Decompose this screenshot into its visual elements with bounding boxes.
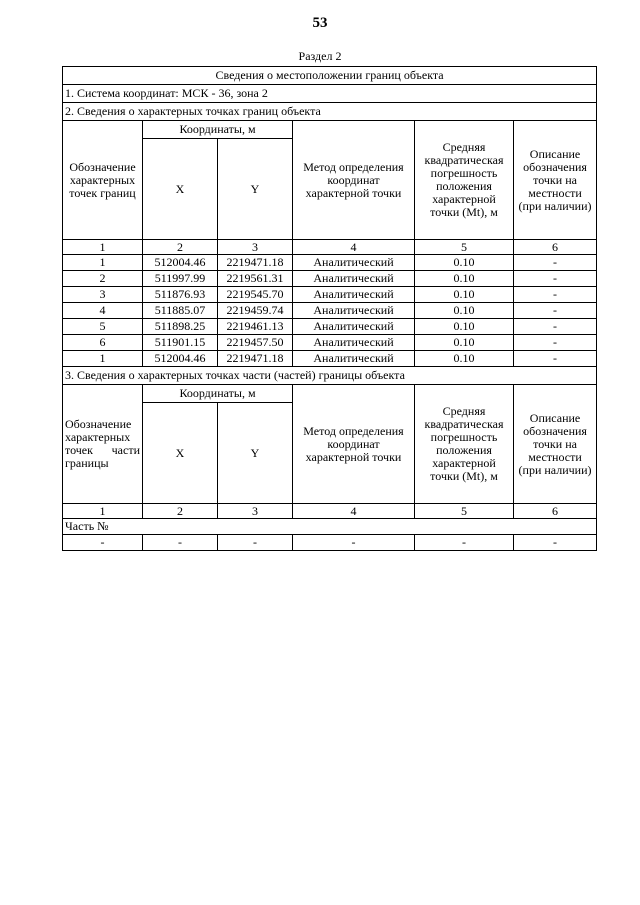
description-value: - [514, 271, 597, 287]
part-label: Часть № [63, 519, 597, 535]
table-row [63, 351, 597, 367]
table-row [63, 271, 597, 287]
x-value: 511876.93 [143, 287, 218, 303]
method-value: Аналитический [293, 319, 415, 335]
column-number: 1 [63, 240, 143, 255]
point-id: 4 [63, 303, 143, 319]
y-value: 2219471.18 [218, 351, 293, 367]
column-number: 2 [143, 240, 218, 255]
empty-cell: - [293, 535, 415, 551]
column-number: 6 [514, 240, 597, 255]
part-column-numbers-row [63, 504, 597, 519]
point-id: 2 [63, 271, 143, 287]
coord-system: 1. Система координат: МСК - 36, зона 2 [63, 85, 597, 103]
point-id: 5 [63, 319, 143, 335]
y-value: 2219457.50 [218, 335, 293, 351]
description-header: Описание обозначения точки на местности (при наличии) [514, 121, 597, 240]
y-value: 2219461.13 [218, 319, 293, 335]
y-value: 2219459.74 [218, 303, 293, 319]
table-row [63, 287, 597, 303]
x-value: 511997.99 [143, 271, 218, 287]
x-value: 511901.15 [143, 335, 218, 351]
error-value: 0.10 [415, 351, 514, 367]
method-value: Аналитический [293, 335, 415, 351]
part-method-header: Метод определения координат характерной точки [293, 385, 415, 504]
part-y-header: Y [218, 403, 293, 504]
column-numbers-row [63, 240, 597, 255]
part-coordinates-header: Координаты, м [143, 385, 293, 403]
table-row [63, 303, 597, 319]
column-number: 4 [293, 504, 415, 519]
column-number: 2 [143, 504, 218, 519]
column-number: 4 [293, 240, 415, 255]
method-value: Аналитический [293, 351, 415, 367]
x-value: 512004.46 [143, 351, 218, 367]
y-value: 2219471.18 [218, 255, 293, 271]
error-value: 0.10 [415, 303, 514, 319]
error-value: 0.10 [415, 319, 514, 335]
error-value: 0.10 [415, 287, 514, 303]
error-value: 0.10 [415, 335, 514, 351]
column-number: 1 [63, 504, 143, 519]
empty-cell: - [218, 535, 293, 551]
page-number: 53 [312, 15, 328, 31]
method-header: Метод определения координат характерной точки [293, 121, 415, 240]
description-value: - [514, 319, 597, 335]
x-value: 512004.46 [143, 255, 218, 271]
table-row [63, 335, 597, 351]
column-number: 5 [415, 504, 514, 519]
section3-heading: 3. Сведения о характерных точках части (частей) границы объекта [63, 367, 597, 385]
method-value: Аналитический [293, 271, 415, 287]
section2-heading: 2. Сведения о характерных точках границ объекта [63, 103, 597, 121]
error-value: 0.10 [415, 271, 514, 287]
table-row [63, 535, 597, 551]
boundary-table [62, 66, 597, 551]
x-value: 511885.07 [143, 303, 218, 319]
method-value: Аналитический [293, 303, 415, 319]
x-header: X [143, 139, 218, 240]
method-value: Аналитический [293, 255, 415, 271]
table-row [63, 255, 597, 271]
description-value: - [514, 255, 597, 271]
y-header: Y [218, 139, 293, 240]
empty-cell: - [63, 535, 143, 551]
table-row [63, 319, 597, 335]
x-value: 511898.25 [143, 319, 218, 335]
column-number: 3 [218, 240, 293, 255]
part-points-header: Обозначение характерных точек части границы [63, 385, 143, 504]
point-id: 1 [63, 255, 143, 271]
point-id: 1 [63, 351, 143, 367]
y-value: 2219561.31 [218, 271, 293, 287]
description-value: - [514, 287, 597, 303]
description-value: - [514, 303, 597, 319]
part-description-header: Описание обозначения точки на местности (при наличии) [514, 385, 597, 504]
section-label: Раздел 2 [298, 49, 342, 63]
method-value: Аналитический [293, 287, 415, 303]
point-id: 6 [63, 335, 143, 351]
empty-cell: - [143, 535, 218, 551]
y-value: 2219545.70 [218, 287, 293, 303]
empty-cell: - [415, 535, 514, 551]
part-error-header: Средняя квадратическая погрешность положения характерной точки (Mt), м [415, 385, 514, 504]
point-id: 3 [63, 287, 143, 303]
description-value: - [514, 335, 597, 351]
part-x-header: X [143, 403, 218, 504]
error-value: 0.10 [415, 255, 514, 271]
empty-cell: - [514, 535, 597, 551]
column-number: 5 [415, 240, 514, 255]
column-number: 3 [218, 504, 293, 519]
coordinates-header: Координаты, м [143, 121, 293, 139]
description-value: - [514, 351, 597, 367]
error-header: Средняя квадратическая погрешность положения характерной точки (Mt), м [415, 121, 514, 240]
points-header: Обозначение характерных точек границ [63, 121, 143, 240]
column-number: 6 [514, 504, 597, 519]
table-title: Сведения о местоположении границ объекта [63, 67, 597, 85]
